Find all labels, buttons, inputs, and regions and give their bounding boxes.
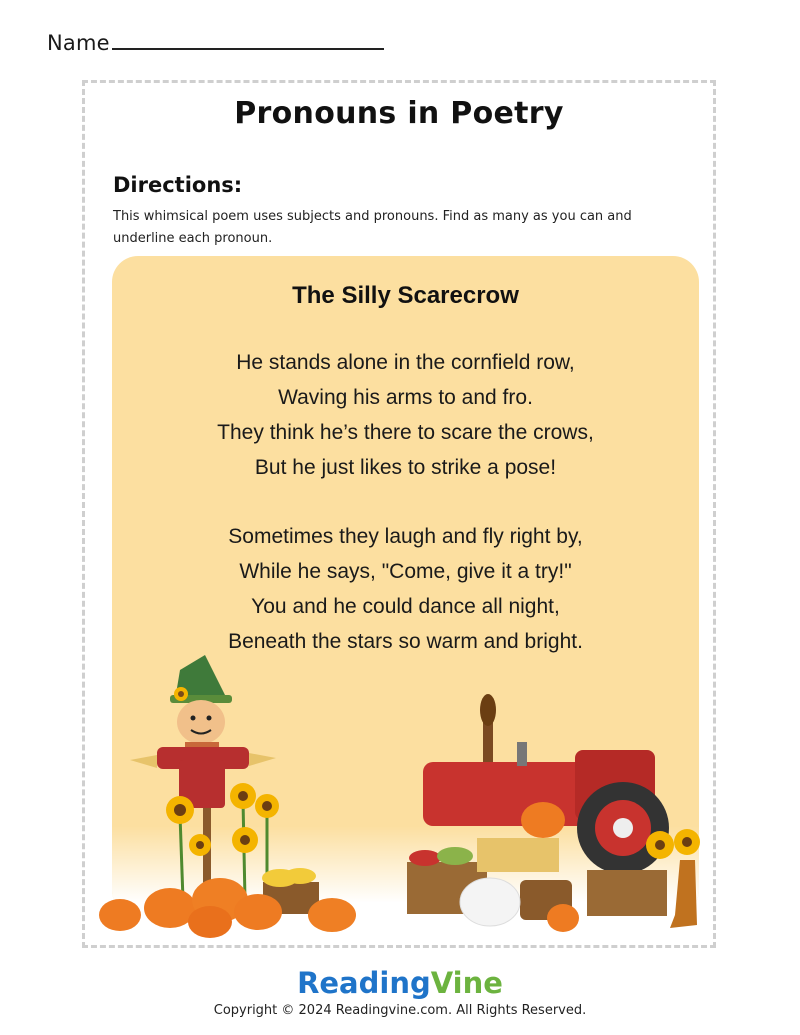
poem-title: The Silly Scarecrow (292, 282, 519, 309)
directions-heading: Directions: (113, 173, 243, 197)
copyright-text: Copyright © 2024 Readingvine.com. All Rights Reserved. (213, 1003, 587, 1018)
poem-line: Beneath the stars so warm and bright. (228, 630, 583, 653)
poem-line: You and he could dance all night, (251, 595, 560, 618)
hay-bale (477, 838, 559, 872)
directions-text: This whimsical poem uses subjects and pronouns. Find as many as you can and underline each pronoun. (113, 209, 632, 246)
name-label: Name (47, 31, 110, 55)
poem-line: But he just likes to strike a pose! (254, 456, 557, 479)
poem-line: Waving his arms to and fro. (278, 386, 533, 409)
autumn-scene-illustration (95, 650, 715, 950)
poem-line: He stands alone in the cornfield row, (236, 351, 575, 374)
name-field[interactable] (47, 30, 384, 55)
poem-stanza-2 (112, 519, 699, 659)
page-title: Pronouns in Poetry (234, 96, 564, 131)
brand-part1: Reading (297, 966, 431, 1000)
poem-stanza-1 (112, 345, 699, 485)
poem-line: While he says, "Come, give it a try!" (239, 560, 572, 583)
poem-line: Sometimes they laugh and fly right by, (228, 525, 583, 548)
brand-part2: Vine (430, 966, 503, 1000)
brand-logo (0, 966, 800, 1000)
name-underline[interactable] (112, 30, 384, 50)
poem-line: They think he’s there to scare the crows, (217, 421, 594, 444)
scarecrow-illustration (130, 655, 276, 905)
